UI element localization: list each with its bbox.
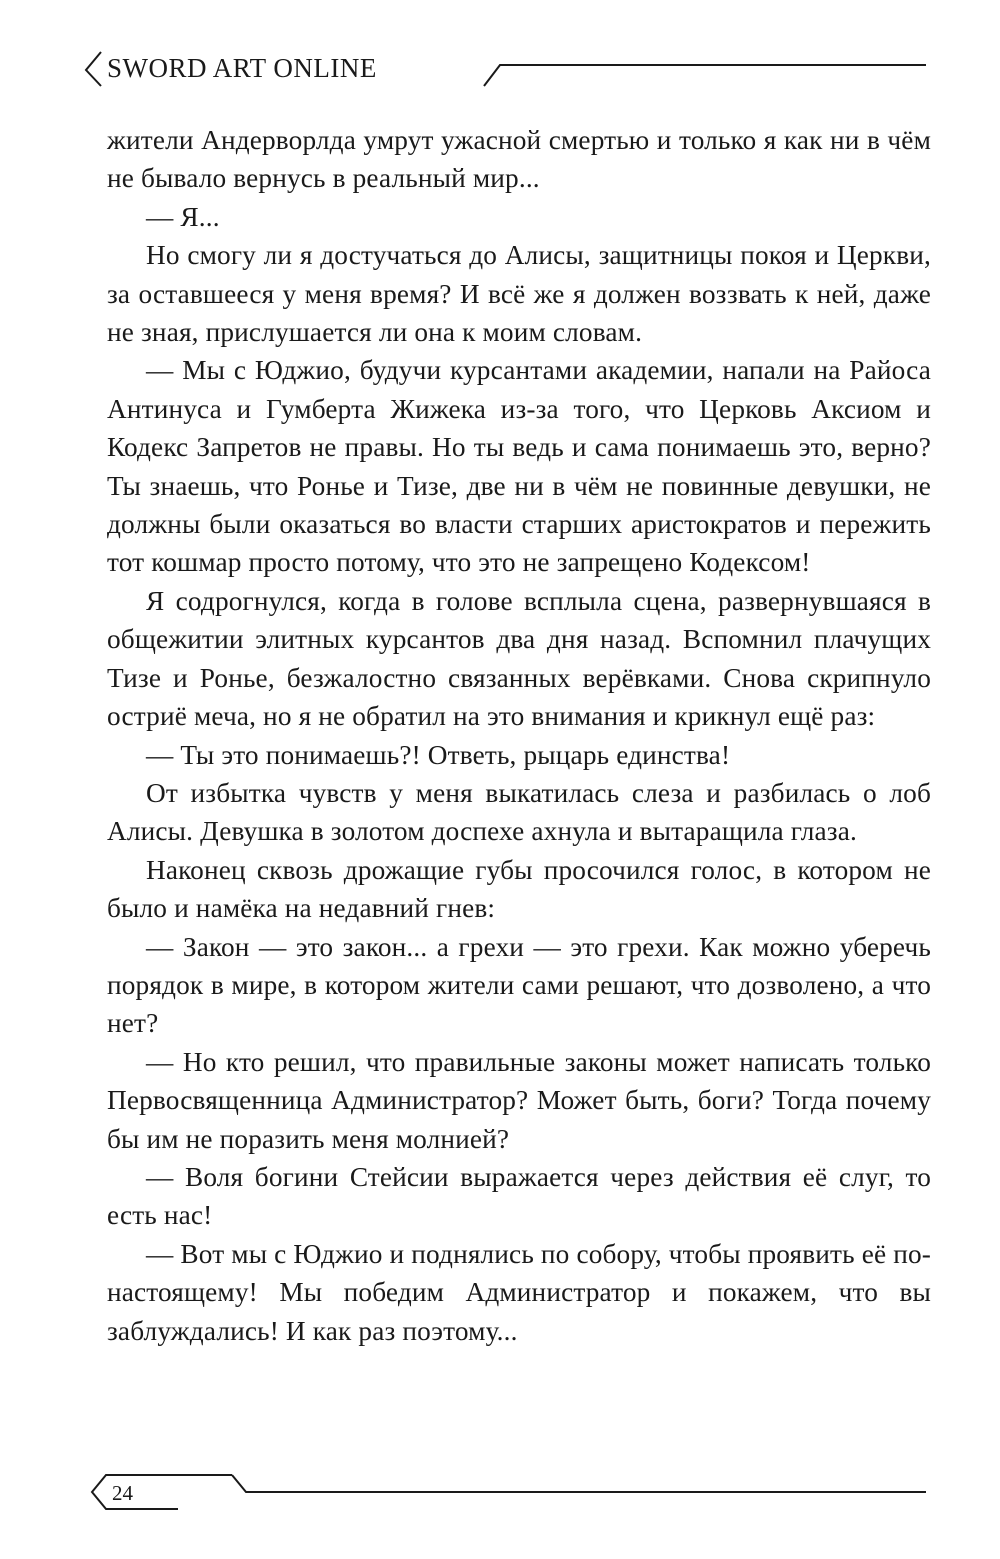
paragraph: — Воля богини Стейсии выражается через действия её слуг, то есть нас!: [107, 1161, 931, 1231]
paragraph: — Я...: [146, 201, 220, 232]
paragraph: Но смогу ли я достучаться до Алисы, защитницы покоя и Церкви, за оставшееся у меня время? И всё же я должен воззвать к ней, даже не зная, прислушается ли она к моим словам.: [107, 240, 931, 348]
page-number: 24: [112, 1481, 133, 1505]
paragraph: — Вот мы с Юджио и поднялись по собору, чтобы проявить её по-настоящему! Мы победим Администратор и покажем, что вы заблуждались! И как раз поэтому...: [107, 1238, 931, 1346]
running-header-title: SWORD ART ONLINE: [107, 53, 377, 83]
paragraph: — Мы с Юджио, будучи курсантами академии, напали на Райоса Антинуса и Гумберта Жижека из-за того, что Церковь Аксиом и Кодекс Запретов не правы. Но ты ведь и сама понимаешь это, верно? Ты знаешь, что Ронье и Тизе, две ни в чём не повинные девушки, не должны были оказаться во власти старших аристократов и пережить тот кошмар просто потому, что это не запрещено Кодексом!: [107, 355, 931, 578]
paragraph: Наконец сквозь дрожащие губы просочился голос, в котором не было и намёка на недавний гнев:: [107, 854, 931, 924]
paragraph: жители Андерворлда умрут ужасной смертью и только я как ни в чём не бывало вернусь в реальный мир...: [107, 125, 931, 194]
paragraph: — Ты это понимаешь?! Ответь, рыцарь единства!: [146, 739, 731, 770]
page-body: [107, 121, 931, 1350]
paragraph: — Но кто решил, что правильные законы может написать только Первосвященница Администратор? Может быть, боги? Тогда почему бы им не поразить меня молнией?: [107, 1046, 931, 1154]
paragraph: Я содрогнулся, когда в голове всплыла сцена, развернувшаяся в общежитии элитных курсантов два дня назад. Вспомнил плачущих Тизе и Ронье, безжалостно связанных верёвками. Снова скрипнуло остриё меча, но я не обратил на это внимания и крикнул ещё раз:: [107, 585, 931, 732]
paragraph: От избытка чувств у меня выкатилась слеза и разбилась о лоб Алисы. Девушка в золотом доспехе ахнула и вытаращила глаза.: [107, 777, 931, 847]
header-ornament: [0, 0, 1000, 100]
paragraph: — Закон — это закон... а грехи — это грехи. Как можно уберечь порядок в мире, в котором жители сами решают, что дозволено, а что нет?: [107, 931, 931, 1039]
